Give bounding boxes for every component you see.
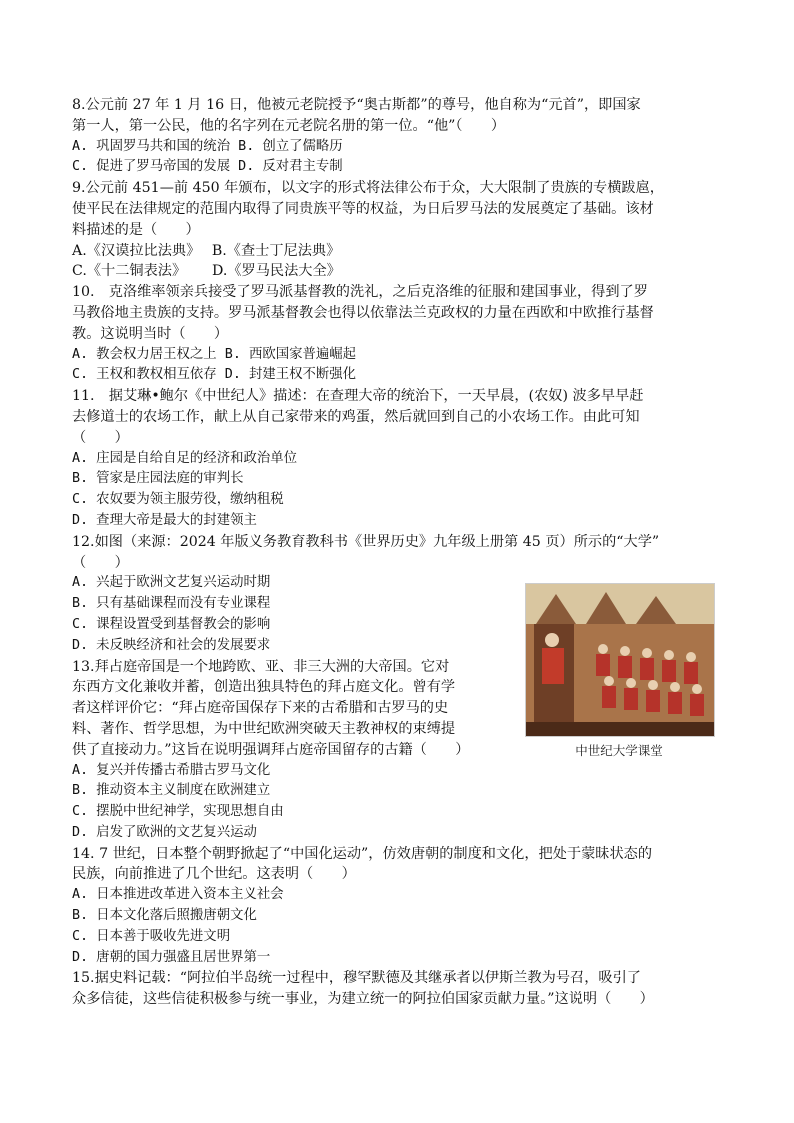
question-14-option-c: C. 日本善于吸收先进文明 bbox=[72, 928, 231, 944]
question-10-stem: 马教俗地主贵族的支持。罗马派基督教会也得以依靠法兰克政权的力量在西欧和中欧推行基督 bbox=[72, 304, 654, 321]
question-12-option-c: C. 课程设置受到基督教会的影响 bbox=[72, 616, 271, 632]
question-11 bbox=[72, 386, 726, 532]
question-15 bbox=[72, 968, 726, 1010]
question-11-stem: （ ） bbox=[72, 429, 129, 446]
question-9-stem: 9.公元前 451—前 450 年颁布，以文字的形式将法律公布于众，大大限制了贵族的专横跋扈， bbox=[72, 180, 664, 197]
question-13-stem: 者这样评价它：“拜占庭帝国保存下来的古希腊和古罗马的史 bbox=[72, 700, 449, 717]
question-11-stem: 去修道士的农场工作，献上从自己家带来的鸡蛋，然后就回到自己的小农场工作。由此可知 bbox=[72, 408, 640, 425]
question-11-option-c: C. 农奴要为领主服劳役，缴纳租税 bbox=[72, 492, 284, 508]
question-9 bbox=[72, 178, 726, 282]
question-11-option-a: A. 庄园是自给自足的经济和政治单位 bbox=[72, 450, 298, 466]
question-13-stem: 料、著作、哲学思想，为中世纪欧洲突破天主教神权的束缚提 bbox=[72, 720, 456, 737]
question-13-option-c: C. 摆脱中世纪神学，实现思想自由 bbox=[72, 804, 284, 820]
medieval-classroom-figure bbox=[525, 583, 713, 759]
question-8 bbox=[72, 95, 726, 178]
medieval-classroom-image bbox=[525, 583, 715, 737]
question-10-options: A. 教会权力居王权之上 B. 西欧国家普遍崛起 bbox=[72, 346, 357, 362]
question-15-stem: 15.据史料记载：“阿拉伯半岛统一过程中，穆罕默德及其继承者以伊斯兰教为号召，吸引了 bbox=[72, 970, 641, 987]
question-9-options: C.《十二铜表法》 D.《罗马民法大全》 bbox=[72, 263, 341, 280]
question-14 bbox=[72, 844, 726, 969]
question-11-option-d: D. 查理大帝是最大的封建领主 bbox=[72, 512, 257, 528]
question-9-stem: 料描述的是（ ） bbox=[72, 221, 200, 238]
question-13-stem: 13.拜占庭帝国是一个地跨欧、亚、非三大洲的大帝国。它对 bbox=[72, 658, 450, 675]
question-10-stem: 10. 克洛维率领亲兵接受了罗马派基督教的洗礼，之后克洛维的征服和建国事业，得到了罗 bbox=[72, 284, 648, 301]
question-9-stem: 使平民在法律规定的范围内取得了同贵族平等的权益，为日后罗马法的发展奠定了基础。该材 bbox=[72, 200, 654, 217]
question-12-stem: 12.如图（来源：2024 年版义务教育教科书《世界历史》九年级上册第 45 页）所示的“大学” bbox=[72, 533, 660, 550]
question-13-stem: 供了直接动力。”这旨在说明强调拜占庭帝国留存的古籍（ ） bbox=[72, 741, 470, 758]
question-13-stem: 东西方文化兼收并蓄，创造出独具特色的拜占庭文化。曾有学 bbox=[72, 679, 456, 696]
question-8-stem: 8.公元前 27 年 1 月 16 日，他被元老院授予“奥古斯都”的尊号，他自称为“元首”，即国家 bbox=[72, 97, 641, 113]
question-14-option-b: B. 日本文化落后照搬唐朝文化 bbox=[72, 908, 257, 924]
question-10 bbox=[72, 282, 726, 386]
question-12-option-b: B. 只有基础课程而没有专业课程 bbox=[72, 596, 271, 612]
question-11-option-b: B. 管家是庄园法庭的审判长 bbox=[72, 471, 244, 487]
question-14-option-d: D. 唐朝的国力强盛且居世界第一 bbox=[72, 949, 271, 965]
question-13-option-a: A. 复兴并传播古希腊古罗马文化 bbox=[72, 762, 271, 778]
question-14-option-a: A. 日本推进改革进入资本主义社会 bbox=[72, 887, 284, 903]
question-11-stem: 11. 据艾琳•鲍尔《中世纪人》描述：在查理大帝的统治下，一天早晨，(农奴) 波多早早赶 bbox=[72, 388, 644, 405]
question-14-stem: 14. 7 世纪，日本整个朝野掀起了“中国化运动”，仿效唐朝的制度和文化，把处于蒙昧状态的 bbox=[72, 845, 653, 862]
question-10-options: C. 王权和教权相互依存 D. 封建王权不断强化 bbox=[72, 367, 357, 383]
exam-page bbox=[72, 95, 726, 1010]
question-12-option-a: A. 兴起于欧洲文艺复兴运动时期 bbox=[72, 575, 271, 591]
question-13-option-d: D. 启发了欧洲的文艺复兴运动 bbox=[72, 824, 257, 840]
question-12-stem: （ ） bbox=[72, 554, 129, 571]
medieval-classroom-illustration bbox=[526, 584, 714, 736]
question-13-option-b: B. 推动资本主义制度在欧洲建立 bbox=[72, 783, 271, 799]
figure-caption: 中世纪大学课堂 bbox=[575, 743, 663, 758]
question-15-stem: 众多信徒，这些信徒积极参与统一事业，为建立统一的阿拉伯国家贡献力量。”这说明（ ） bbox=[72, 991, 654, 1008]
question-10-stem: 教。这说明当时（ ） bbox=[72, 325, 229, 342]
question-14-stem: 民族，向前推进了几个世纪。这表明（ ） bbox=[72, 866, 356, 883]
question-8-options: A. 巩固罗马共和国的统治 B. 创立了儒略历 bbox=[72, 138, 343, 154]
question-12-option-d: D. 未反映经济和社会的发展要求 bbox=[72, 637, 271, 653]
question-9-options: A.《汉谟拉比法典》 B.《查士丁尼法典》 bbox=[72, 242, 341, 259]
question-8-stem: 第一人，第一公民，他的名字列在元老院名册的第一位。“他”（ ） bbox=[72, 117, 506, 134]
question-8-options: C. 促进了罗马帝国的发展 D. 反对君主专制 bbox=[72, 159, 343, 175]
